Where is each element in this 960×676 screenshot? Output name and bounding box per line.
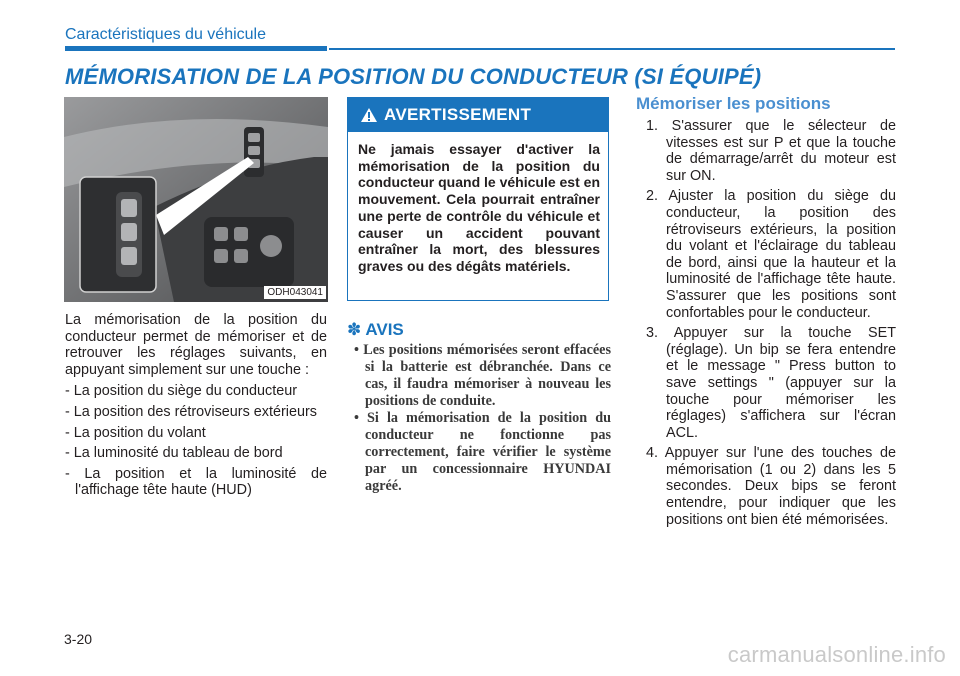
warning-triangle-icon — [360, 107, 378, 123]
list-item: • Les positions mémorisées seront effacées si la batterie est débranchée. Dans ce cas, il faudra mémoriser à nouveau les positions de conduite. — [354, 342, 611, 409]
list-item: - La position du siège du conducteur — [65, 383, 298, 400]
warning-box — [347, 97, 609, 301]
notice-title: ✽ AVIS — [347, 320, 404, 339]
memorize-heading: Mémoriser les positions — [636, 94, 831, 113]
list-item: - La position et la luminosité de l'affichage tête haute (HUD) — [65, 465, 327, 499]
intro-paragraph: La mémorisation de la position du conducteur permet de mémoriser et de retrouver les réglages suivants, en appuyant simplement sur une touche : — [65, 312, 327, 378]
door-memory-buttons-illustration — [64, 97, 328, 302]
list-item: 3. Appuyer sur la touche SET (réglage). Un bip se fera entendre et le message " Press button to save settings " (appuyer sur la touche pour mémoriser les réglages) s'affichera sur l'écran ACL. — [646, 325, 896, 441]
page-number: 3-20 — [64, 631, 93, 647]
warning-header — [348, 98, 608, 132]
page-heading: MÉMORISATION DE LA POSITION DU CONDUCTEUR (SI ÉQUIPÉ) — [65, 64, 762, 89]
memorize-steps — [636, 118, 896, 532]
list-item: 4. Appuyer sur l'une des touches de mémorisation (1 ou 2) dans les 5 secondes. Deux bips se feront entendre, pour indiquer que les positions ont bien été mémorisées. — [646, 445, 896, 528]
list-item: - La luminosité du tableau de bord — [65, 445, 283, 462]
list-item: • Si la mémorisation de la position du conducteur ne fonctionne pas correctement, faire vérifier le système par un concessionnaire HYUNDAI agréé. — [354, 410, 611, 494]
warning-text: Ne jamais essayer d'activer la mémorisation de la position du conducteur quand le véhicule est en mouvement. Cela pourrait entraîner une perte de contrôle du véhicule et causer un accident pouvant entraîner la mort, des blessures graves ou des dégâts matériels. — [358, 141, 600, 274]
list-item: 1. S'assurer que le sélecteur de vitesses est sur P et que la touche de démarrage/arrêt du moteur est sur ON. — [646, 118, 896, 184]
memorized-settings-list — [65, 383, 327, 499]
header-rule-thick — [65, 46, 327, 51]
notice-list — [347, 342, 611, 495]
photo-reference-code: ODH043041 — [264, 286, 326, 299]
list-item: 2. Ajuster la position du siège du conducteur, la position des rétroviseurs extérieurs, la position du volant et l'éclairage du tableau de bord, ainsi que la hauteur et la luminosité de l'affichage tête haute. S'assurer que les positions sont confortables pour le conducteur. — [646, 188, 896, 321]
header-rule-thin — [329, 48, 895, 50]
warning-label: AVERTISSEMENT — [384, 105, 532, 124]
list-item: - La position du volant — [65, 424, 206, 441]
door-panel-photo — [64, 97, 328, 302]
section-title: Caractéristiques du véhicule — [65, 26, 266, 43]
list-item: - La position des rétroviseurs extérieurs — [65, 403, 317, 420]
intro-section — [65, 312, 327, 503]
watermark: carmanualsonline.info — [727, 642, 946, 667]
